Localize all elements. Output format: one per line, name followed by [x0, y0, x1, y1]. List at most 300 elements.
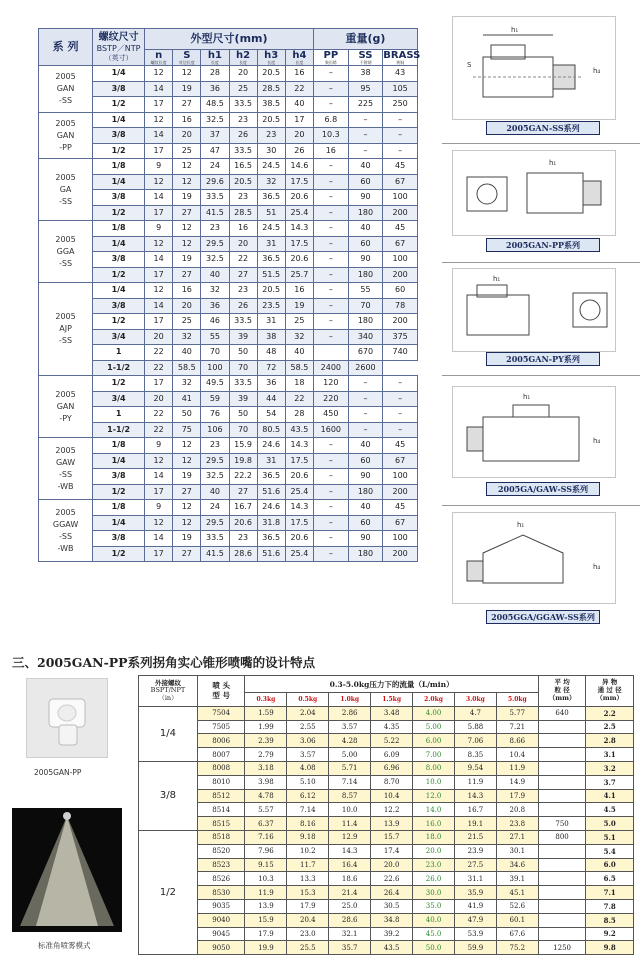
diagram-gga-ggaw: [452, 512, 616, 604]
table-cell: 5.71: [329, 761, 371, 775]
series-name-line: GAW: [55, 457, 76, 467]
table-cell: 12: [145, 515, 173, 531]
table-cell: 220: [314, 391, 349, 407]
thread-size: 3/8: [93, 469, 145, 485]
table-row: [39, 407, 418, 423]
table-cell: 48: [257, 345, 285, 361]
ga-gaw-drawing-icon: [453, 387, 615, 477]
table-cell: 23.0: [413, 858, 455, 872]
table-cell: 450: [314, 407, 349, 423]
table-row: [39, 267, 418, 283]
model-number: 8518: [197, 830, 245, 844]
table-cell: 3.7: [586, 775, 634, 789]
spray-pattern-icon: [12, 808, 122, 932]
model-number: 8520: [197, 844, 245, 858]
table-cell: 8.70: [371, 775, 413, 789]
thread-size: 1/8: [93, 159, 145, 175]
series-name-line: -PY: [59, 413, 72, 423]
table-cell: 25: [229, 81, 257, 97]
header-col-key: BRASS: [383, 50, 421, 61]
table-cell: 17.5: [285, 453, 313, 469]
thread-size: 3/8: [93, 531, 145, 547]
model-number: 9050: [197, 941, 245, 955]
table-cell: 670: [348, 345, 383, 361]
table-cell: 4.28: [329, 734, 371, 748]
table-cell: 78: [383, 298, 418, 314]
series-name-line: 2005: [55, 312, 76, 322]
table-cell: 67: [383, 453, 418, 469]
table-cell: 375: [383, 329, 418, 345]
svg-text:h₁: h₁: [523, 393, 531, 401]
header-col-h4: [285, 50, 313, 66]
table-cell: 17: [145, 97, 173, 113]
thread-size: 1/8: [93, 221, 145, 237]
table-cell: 32: [285, 329, 313, 345]
table-cell: 16.7: [229, 500, 257, 516]
table-row: [139, 913, 634, 927]
thread-size: 3/8: [93, 128, 145, 144]
table-cell: –: [383, 112, 418, 128]
table-cell: 200: [383, 484, 418, 500]
divider: [442, 375, 640, 376]
table-row: [39, 283, 418, 299]
table-cell: 13.3: [287, 872, 329, 886]
series-name: [39, 283, 93, 376]
table-cell: 40: [173, 345, 201, 361]
series-name-line: GAN: [56, 401, 75, 411]
table-cell: 19.1: [454, 817, 496, 831]
table-cell: 20.4: [287, 913, 329, 927]
table-cell: 100: [201, 360, 229, 376]
table-cell: 12: [173, 500, 201, 516]
table-cell: 9: [145, 500, 173, 516]
table-row: [39, 205, 418, 221]
table-cell: 30.1: [496, 844, 538, 858]
table-cell: 38: [348, 66, 383, 82]
table-cell: –: [314, 236, 349, 252]
header-col-key: h1: [207, 50, 222, 61]
table-cell: 90: [348, 531, 383, 547]
table-cell: 39.2: [371, 927, 413, 941]
header-col-key: n: [155, 50, 163, 61]
thread-size: 1/4: [93, 112, 145, 128]
header-col-sub: 对边长度: [178, 60, 195, 65]
table-cell: 3.18: [245, 761, 287, 775]
table-cell: 70: [348, 298, 383, 314]
table-cell: 32: [173, 376, 201, 392]
table-cell: 80.5: [257, 422, 285, 438]
table-cell: 14.3: [285, 438, 313, 454]
table-cell: 29.5: [201, 515, 229, 531]
table-cell: 22: [229, 252, 257, 268]
table-row: [139, 775, 634, 789]
header-pressure: 2.0kg: [413, 693, 455, 707]
series-name-line: 2005: [55, 507, 76, 517]
table-cell: 8.35: [454, 748, 496, 762]
table-cell: 31: [257, 314, 285, 330]
table-cell: 26.0: [413, 872, 455, 886]
header-col-h3: [257, 50, 285, 66]
table-cell: –: [314, 453, 349, 469]
table-cell: 11.9: [245, 886, 287, 900]
table-cell: –: [314, 174, 349, 190]
table-cell: 36.5: [257, 190, 285, 206]
model-number: 8523: [197, 858, 245, 872]
table-cell: 180: [348, 267, 383, 283]
table-cell: 36: [201, 298, 229, 314]
table-cell: 51: [257, 205, 285, 221]
thread-size: 1/4: [93, 283, 145, 299]
series-name: [39, 438, 93, 500]
table-cell: 8.5: [586, 913, 634, 927]
header-avg: [538, 676, 586, 707]
table-cell: 31.8: [257, 515, 285, 531]
table-row: [39, 298, 418, 314]
model-number: 8514: [197, 803, 245, 817]
table-cell: 11.4: [329, 817, 371, 831]
table-cell: 20: [229, 236, 257, 252]
table-cell: 2.79: [245, 748, 287, 762]
model-number: 7505: [197, 720, 245, 734]
table-cell: 25.4: [285, 205, 313, 221]
series-name-line: 2005: [55, 389, 76, 399]
table-cell: 1250: [538, 941, 586, 955]
table-cell: 17: [145, 314, 173, 330]
table-cell: 70: [229, 360, 257, 376]
table-cell: 20.6: [285, 252, 313, 268]
table-cell: 20.0: [413, 844, 455, 858]
table-cell: 12: [145, 66, 173, 82]
table-cell: 20: [285, 128, 313, 144]
series-name-line: GGAW: [52, 519, 79, 529]
table-cell: 28.5: [257, 81, 285, 97]
table-cell: 6.5: [586, 872, 634, 886]
gan-pp-drawing-icon: [453, 151, 615, 235]
table-cell: 7.00: [413, 748, 455, 762]
table-cell: 200: [383, 314, 418, 330]
table-cell: 2400: [314, 360, 349, 376]
table-cell: 740: [383, 345, 418, 361]
table-cell: 30.5: [371, 899, 413, 913]
svg-text:h₁: h₁: [549, 159, 557, 167]
table-row: [139, 872, 634, 886]
table-cell: 3.57: [287, 748, 329, 762]
table-cell: 10.2: [287, 844, 329, 858]
model-number: 8007: [197, 748, 245, 762]
table-cell: 8.66: [496, 734, 538, 748]
table-cell: 14: [145, 190, 173, 206]
table-cell: 40: [348, 438, 383, 454]
table-cell: 5.88: [454, 720, 496, 734]
table-cell: 23: [229, 112, 257, 128]
table-cell: 15.9: [245, 913, 287, 927]
table-cell: 90: [348, 190, 383, 206]
table-cell: 25.5: [287, 941, 329, 955]
table-cell: [538, 858, 586, 872]
table-cell: 40: [348, 500, 383, 516]
series-name-line: GA: [59, 184, 72, 194]
table-cell: 28: [201, 66, 229, 82]
table-cell: 12: [145, 174, 173, 190]
table-cell: 43.5: [285, 422, 313, 438]
table-cell: 5.00: [413, 720, 455, 734]
header-col-ss: [348, 50, 383, 66]
table-cell: 180: [348, 484, 383, 500]
table-cell: [538, 844, 586, 858]
table-cell: 95: [348, 81, 383, 97]
table-cell: 9: [145, 438, 173, 454]
table-cell: 90: [348, 252, 383, 268]
table-cell: 24: [201, 500, 229, 516]
table-cell: 3.06: [287, 734, 329, 748]
table-cell: 14.3: [454, 789, 496, 803]
series-name-line: 2005: [55, 172, 76, 182]
table-cell: 6.8: [314, 112, 349, 128]
table-cell: 5.4: [586, 844, 634, 858]
label-gan-ss: 2005GAN-SS系列: [486, 121, 600, 135]
header-flow: 0.3-5.0kg压力下的流量（L/min）: [245, 676, 538, 693]
table-row: [39, 81, 418, 97]
header-pressure: 1.5kg: [371, 693, 413, 707]
table-cell: –: [314, 546, 349, 562]
table-cell: 8.57: [329, 789, 371, 803]
table-cell: 14: [145, 298, 173, 314]
table-cell: 29.6: [201, 174, 229, 190]
t2-model-2: 型 号: [212, 690, 230, 700]
thread-size: 1/4: [93, 66, 145, 82]
header-col-key: h2: [236, 50, 251, 61]
t2-model-1: 喷 头: [212, 681, 230, 691]
series-name-line: -WB: [57, 543, 74, 553]
table-cell: 58.5: [173, 360, 201, 376]
table-cell: –: [348, 422, 383, 438]
table-cell: 19: [173, 469, 201, 485]
table-cell: 17: [145, 546, 173, 562]
table-cell: 27: [173, 267, 201, 283]
table-cell: 50: [229, 407, 257, 423]
table-cell: 35.9: [454, 886, 496, 900]
table-cell: 16.5: [229, 159, 257, 175]
table-row: [39, 453, 418, 469]
table-cell: 20.5: [229, 174, 257, 190]
thread-size: 1/4: [93, 515, 145, 531]
table-cell: –: [314, 66, 349, 82]
table-row: [39, 376, 418, 392]
table-cell: 20.5: [257, 283, 285, 299]
series-name-line: 2005: [55, 234, 76, 244]
table-cell: 4.35: [371, 720, 413, 734]
table-cell: 12: [173, 221, 201, 237]
diagram-gan-pp: [452, 150, 616, 236]
table-cell: 24.5: [257, 221, 285, 237]
table-row: [39, 159, 418, 175]
table-cell: –: [314, 500, 349, 516]
thread-size: 3/8: [93, 252, 145, 268]
table-cell: 5.0: [586, 817, 634, 831]
table-cell: 11.9: [496, 761, 538, 775]
table-cell: 2.39: [245, 734, 287, 748]
table-cell: 25: [173, 143, 201, 159]
table-row: [39, 500, 418, 516]
table-cell: 23: [201, 221, 229, 237]
table-cell: 67.6: [496, 927, 538, 941]
table-cell: 30: [257, 143, 285, 159]
table-cell: –: [383, 376, 418, 392]
thread-size: 1/2: [93, 205, 145, 221]
table-cell: 60: [348, 236, 383, 252]
table-cell: –: [314, 81, 349, 97]
table-cell: 23: [229, 283, 257, 299]
table-cell: –: [383, 128, 418, 144]
table-cell: 41.5: [201, 205, 229, 221]
table-cell: 14.0: [413, 803, 455, 817]
table-cell: 27: [173, 205, 201, 221]
header-pressure: 0.3kg: [245, 693, 287, 707]
table-cell: 34.8: [371, 913, 413, 927]
table-cell: 33.5: [229, 97, 257, 113]
table-cell: 7.16: [245, 830, 287, 844]
table-cell: 23: [229, 190, 257, 206]
table-cell: 225: [348, 97, 383, 113]
table-cell: 45: [383, 438, 418, 454]
table-row: [39, 531, 418, 547]
model-number: 8512: [197, 789, 245, 803]
table-cell: 39: [229, 329, 257, 345]
table-cell: 67: [383, 174, 418, 190]
table-cell: 26.4: [371, 886, 413, 900]
table-cell: 41.5: [201, 546, 229, 562]
table-cell: 75.2: [496, 941, 538, 955]
table-cell: 3.1: [586, 748, 634, 762]
table-cell: 52.6: [496, 899, 538, 913]
table-cell: 45.0: [413, 927, 455, 941]
series-name-line: -SS: [59, 469, 73, 479]
section2-title: 三、2005GAN-PP系列拐角实心锥形喷嘴的设计特点: [12, 655, 316, 670]
table-cell: 12.2: [371, 803, 413, 817]
thread-inch: 1/2: [139, 830, 198, 954]
spray-photo: [12, 808, 122, 932]
table-cell: 6.00: [413, 734, 455, 748]
table-cell: 29.5: [201, 453, 229, 469]
table-cell: 37: [201, 128, 229, 144]
table-cell: 31.1: [454, 872, 496, 886]
thread-size: 3/4: [93, 391, 145, 407]
svg-text:h₁: h₁: [517, 521, 525, 529]
table-cell: 23.9: [454, 844, 496, 858]
table-row: [139, 830, 634, 844]
table-cell: 17.5: [285, 174, 313, 190]
table-cell: 51.6: [257, 484, 285, 500]
table-cell: 7.14: [287, 803, 329, 817]
table-cell: 20.8: [496, 803, 538, 817]
table-cell: 12: [173, 66, 201, 82]
table-cell: 45: [383, 159, 418, 175]
table-cell: 14.3: [285, 500, 313, 516]
table-cell: 20: [173, 298, 201, 314]
table-cell: 44: [257, 391, 285, 407]
table-cell: 20.5: [257, 66, 285, 82]
header-col-pp: [314, 50, 349, 66]
thread-size: 3/8: [93, 81, 145, 97]
svg-text:h₄: h₄: [593, 437, 601, 445]
table-cell: 6.09: [371, 748, 413, 762]
table-cell: 10.3: [314, 128, 349, 144]
table-cell: 46: [201, 314, 229, 330]
table-cell: 100: [383, 531, 418, 547]
table-cell: [538, 775, 586, 789]
table-cell: [538, 734, 586, 748]
table-cell: 67: [383, 515, 418, 531]
table-row: [39, 515, 418, 531]
table-cell: 36.5: [257, 531, 285, 547]
table-cell: –: [314, 205, 349, 221]
table-cell: 4.1: [586, 789, 634, 803]
table-cell: 16: [173, 112, 201, 128]
table-row: [39, 66, 418, 82]
header-col-sub: 螺纹长度: [150, 60, 167, 65]
table-cell: –: [314, 438, 349, 454]
table-cell: 16: [314, 143, 349, 159]
flow-table: [138, 675, 634, 955]
table-cell: 6.0: [586, 858, 634, 872]
series-name: [39, 500, 93, 562]
table-cell: 2.86: [329, 706, 371, 720]
table-cell: 14: [145, 128, 173, 144]
diagram-ga-gaw: [452, 386, 616, 478]
table-cell: 32.1: [329, 927, 371, 941]
table-cell: 22: [285, 391, 313, 407]
table-cell: –: [314, 469, 349, 485]
table-cell: 14: [145, 469, 173, 485]
table-cell: 22: [145, 360, 173, 376]
gga-ggaw-drawing-icon: [453, 513, 615, 603]
table-cell: 2.8: [586, 734, 634, 748]
table-cell: 60.1: [496, 913, 538, 927]
table-cell: 31: [257, 236, 285, 252]
header-weight: 重量(g): [314, 29, 418, 50]
table-cell: [538, 748, 586, 762]
header-col-key: h4: [292, 50, 307, 61]
thread-size: 1/8: [93, 500, 145, 516]
table-cell: 43.5: [371, 941, 413, 955]
table-cell: 36.5: [257, 252, 285, 268]
table-cell: 9.2: [586, 927, 634, 941]
table-row: [39, 484, 418, 500]
table-cell: 33.5: [229, 143, 257, 159]
table-cell: –: [348, 128, 383, 144]
model-number: 9040: [197, 913, 245, 927]
table-cell: –: [348, 143, 383, 159]
table-cell: 24.6: [257, 438, 285, 454]
table-cell: 120: [314, 376, 349, 392]
header-thread: [93, 29, 145, 66]
table-cell: 100: [383, 469, 418, 485]
table-cell: 5.10: [287, 775, 329, 789]
table-cell: 25.0: [329, 899, 371, 913]
table-row: [139, 858, 634, 872]
table-cell: [538, 789, 586, 803]
table-cell: 7.96: [245, 844, 287, 858]
model-number: 8530: [197, 886, 245, 900]
table-cell: 25: [285, 314, 313, 330]
header-thread-line3: （英寸）: [104, 53, 133, 62]
table-cell: 12: [173, 174, 201, 190]
table-cell: 2.5: [586, 720, 634, 734]
table-cell: –: [314, 221, 349, 237]
table-cell: 12: [145, 112, 173, 128]
table-cell: 33.5: [201, 531, 229, 547]
table-cell: 12: [145, 453, 173, 469]
